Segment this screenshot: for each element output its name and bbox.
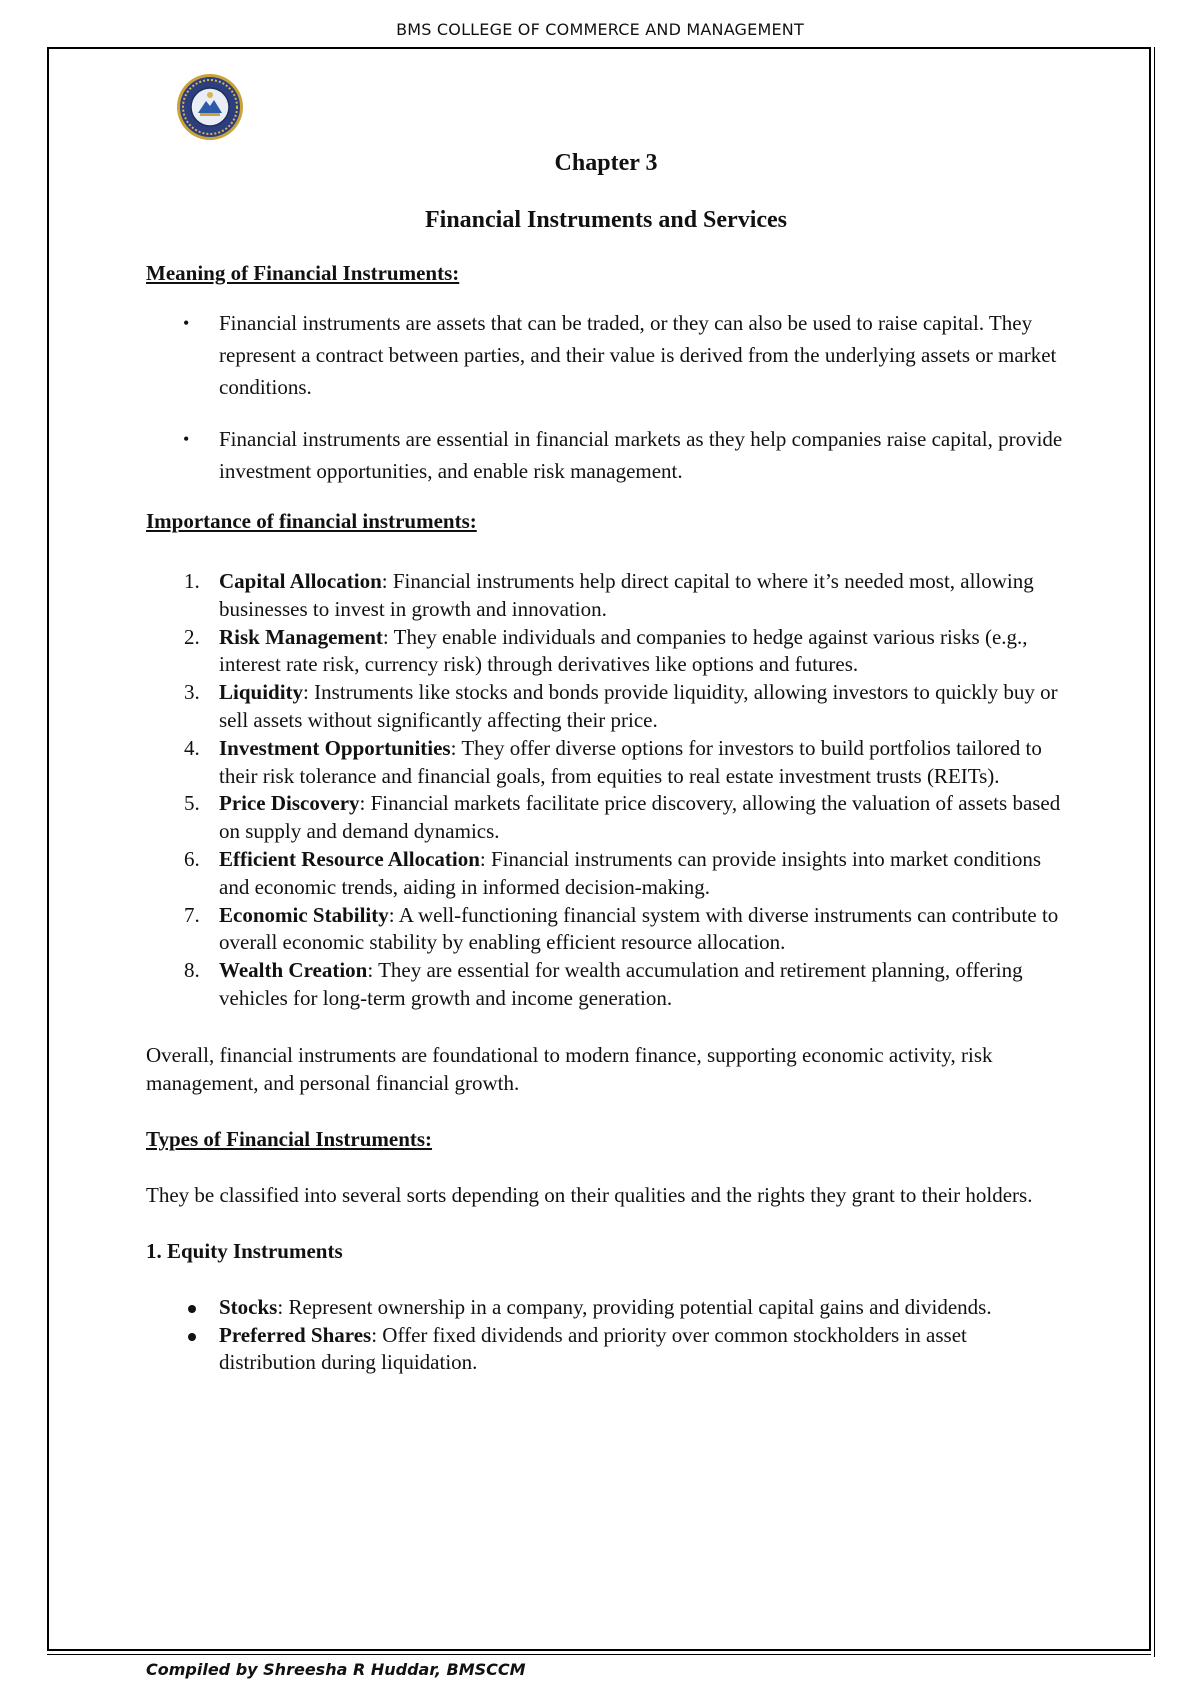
item-term: Economic Stability [219, 902, 389, 927]
item-number: 4. [184, 735, 200, 760]
equity-heading: 1. Equity Instruments [146, 1238, 343, 1263]
list-item [146, 307, 1066, 403]
page-border-right-double [1154, 47, 1155, 1657]
equity-list [146, 1294, 1066, 1377]
item-term: Risk Management [219, 624, 383, 649]
item-text: : A well-functioning financial system with diverse instruments can contribute to overall economic stability by enabling efficient resource allocation. [219, 902, 1059, 955]
list-item [146, 679, 1066, 735]
types-intro-paragraph: They be classified into several sorts depending on their qualities and the rights they grant to their holders. [146, 1182, 1033, 1207]
meaning-bullet-list [146, 307, 1066, 487]
item-text: : Financial markets facilitate price discovery, allowing the valuation of assets based on supply and demand dynamics. [219, 791, 1061, 844]
item-term: Stocks [219, 1294, 278, 1319]
chapter-number: Chapter 3 [554, 150, 658, 176]
list-item [146, 568, 1066, 624]
item-term: Investment Opportunities [219, 735, 451, 760]
bullet-icon [188, 1305, 196, 1313]
page-header: BMS COLLEGE OF COMMERCE AND MANAGEMENT [396, 20, 804, 39]
item-number: 3. [184, 680, 200, 705]
item-number: 7. [184, 902, 200, 927]
chapter-title: Financial Instruments and Services [424, 207, 787, 233]
importance-heading: Importance of financial instruments: [146, 509, 477, 533]
item-number: 5. [184, 791, 200, 816]
item-term: Capital Allocation [219, 569, 382, 593]
document-body [146, 140, 1066, 1377]
item-text: : They offer diverse options for investors to build portfolios tailored to their risk tolerance and financial goals, from equities to real estate investment trusts (REITs). [219, 735, 1042, 788]
bullet-icon: • [183, 429, 190, 449]
overall-paragraph: Overall, financial instruments are foundational to modern finance, supporting economic activity, risk management, and personal financial growth. [146, 1042, 993, 1095]
item-text: : Instruments like stocks and bonds provide liquidity, allowing investors to quickly buy or sell assets without significantly affecting their price. [219, 680, 1058, 732]
item-term: Efficient Resource Allocation [219, 846, 480, 871]
importance-list [146, 568, 1066, 1013]
item-term: Wealth Creation [219, 958, 368, 983]
item-text: : Represent ownership in a company, providing potential capital gains and dividends. [277, 1294, 992, 1319]
item-text: : Offer fixed dividends and priority over common stockholders in asset distribution during liquidation. [219, 1322, 967, 1375]
list-item [146, 423, 1066, 487]
item-text: : Financial instruments help direct capital to where it’s needed most, allowing businesses to invest in growth and innovation. [219, 569, 1034, 621]
item-text: : They are essential for wealth accumulation and retirement planning, offering vehicles for long-term growth and income generation. [219, 958, 1023, 1010]
item-text: : They enable individuals and companies to hedge against various risks (e.g., interest rate risk, currency risk) through derivatives like options and futures. [219, 624, 1028, 677]
list-item [146, 957, 1066, 1013]
item-number: 6. [184, 846, 200, 871]
list-item [146, 624, 1066, 680]
item-number: 1. [184, 569, 200, 593]
item-number: 8. [184, 958, 200, 983]
item-term: Price Discovery [219, 791, 360, 816]
bullet-icon: • [183, 313, 190, 333]
list-item [146, 1322, 1066, 1378]
item-term: Liquidity [219, 680, 304, 705]
list-item [146, 1294, 1066, 1322]
item-term: Preferred Shares [219, 1322, 372, 1347]
list-item [146, 790, 1066, 846]
list-item [146, 735, 1066, 791]
page-border-bottom-double [47, 1654, 1151, 1655]
types-heading: Types of Financial Instruments: [146, 1126, 433, 1151]
list-item [146, 846, 1066, 902]
bullet-text: Financial instruments are essential in financial markets as they help companies raise capital, provide investment opportunities, and enable risk management. [219, 427, 1063, 483]
list-item [146, 902, 1066, 958]
bullet-text: Financial instruments are assets that can be traded, or they can also be used to raise capital. They represent a contract between parties, and their value is derived from the underlying assets or market conditions. [219, 311, 1057, 399]
college-seal-icon [176, 73, 244, 141]
page-footer: Compiled by Shreesha R Huddar, BMSCCM [146, 1660, 526, 1679]
item-text: : Financial instruments can provide insights into market conditions and economic trends, aiding in informed decision-making. [219, 846, 1041, 899]
item-number: 2. [184, 624, 200, 649]
bullet-icon [188, 1333, 196, 1341]
meaning-heading: Meaning of Financial Instruments: [146, 261, 460, 285]
